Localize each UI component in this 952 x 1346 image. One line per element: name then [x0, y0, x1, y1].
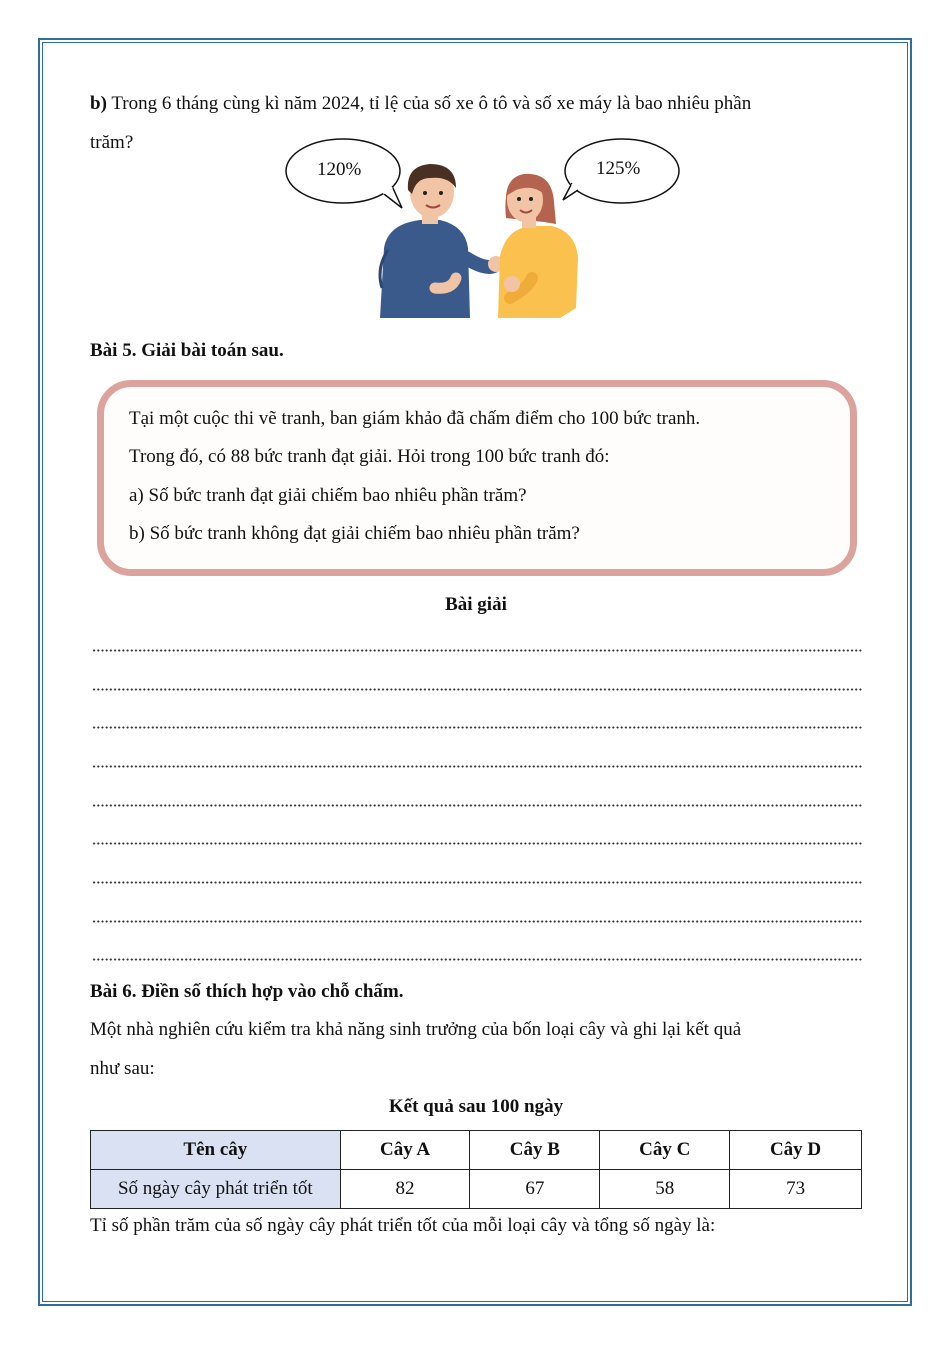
- bai5-title: Bài 5. Giải bài toán sau.: [90, 340, 284, 361]
- left-bubble-text: 120%: [317, 159, 362, 180]
- answer-line: [92, 958, 862, 961]
- part-b-label: b): [90, 93, 107, 114]
- part-b-question-line2: trăm?: [90, 132, 134, 153]
- bai6-title: Bài 6. Điền số thích hợp vào chỗ chấm.: [90, 981, 404, 1002]
- man-figure: [380, 164, 504, 318]
- answer-line: [92, 688, 862, 691]
- header-cay-c: Cây C: [600, 1131, 730, 1170]
- bai6-intro-line1: Một nhà nghiên cứu kiểm tra khả năng sinh trưởng của bốn loại cây và ghi lại kết quả: [90, 1019, 742, 1040]
- part-b-question-line1: Trong 6 tháng cùng kì năm 2024, tỉ lệ của số xe ô tô và số xe máy là bao nhiêu phần: [111, 93, 752, 114]
- header-cay-d: Cây D: [730, 1131, 862, 1170]
- value-cay-c: 58: [600, 1170, 730, 1209]
- table-title: Kết quả sau 100 ngày: [388, 1096, 564, 1117]
- answer-line: [92, 649, 862, 652]
- problem-line-2: Trong đó, có 88 bức tranh đạt giải. Hỏi trong 100 bức tranh đó:: [129, 446, 610, 467]
- results-table: [90, 1130, 862, 1209]
- solution-title: Bài giải: [445, 594, 507, 615]
- answer-line: [92, 804, 862, 807]
- bai6-intro: [90, 1010, 862, 1088]
- problem-line-4: b) Số bức tranh không đạt giải chiếm bao nhiêu phần trăm?: [129, 523, 580, 544]
- answer-line: [92, 920, 862, 923]
- bai6-intro-line2: như sau:: [90, 1058, 155, 1079]
- answer-line: [92, 726, 862, 729]
- row-label: Số ngày cây phát triển tốt: [91, 1170, 341, 1209]
- answer-line: [92, 765, 862, 768]
- header-ten-cay: Tên cây: [91, 1131, 341, 1170]
- value-cay-b: 67: [470, 1170, 600, 1209]
- answer-line: [92, 881, 862, 884]
- problem-line-1: Tại một cuộc thi vẽ tranh, ban giám khảo đã chấm điểm cho 100 bức tranh.: [129, 408, 701, 429]
- bai6-footer: Tỉ số phần trăm của số ngày cây phát triển tốt của mỗi loại cây và tổng số ngày là:: [90, 1215, 716, 1236]
- value-cay-d: 73: [730, 1170, 862, 1209]
- problem-line-3: a) Số bức tranh đạt giải chiếm bao nhiêu phần trăm?: [129, 485, 527, 506]
- answer-line: [92, 842, 862, 845]
- value-cay-a: 82: [340, 1170, 470, 1209]
- right-bubble-text: 125%: [596, 158, 641, 179]
- table-header-row: [91, 1131, 862, 1170]
- table-row: [91, 1170, 862, 1209]
- header-cay-b: Cây B: [470, 1131, 600, 1170]
- header-cay-a: Cây A: [340, 1131, 470, 1170]
